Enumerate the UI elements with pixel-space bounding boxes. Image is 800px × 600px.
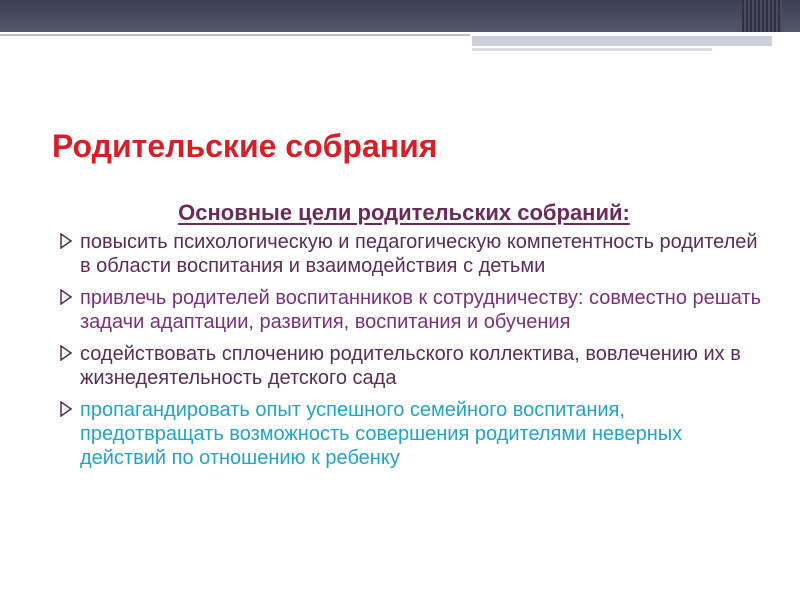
arrow-right-outline-icon <box>60 345 74 363</box>
header-stripes-decoration <box>742 0 782 32</box>
header-accent-bar-secondary <box>472 48 712 51</box>
goal-item <box>58 286 768 334</box>
slide-subtitle: Основные цели родительских собраний: <box>178 200 630 225</box>
header-band <box>0 0 800 32</box>
slide-title: Родительские собрания <box>52 128 438 164</box>
goal-text: привлечь родителей воспитанников к сотрудничеству: совместно решать задачи адаптации, развития, воспитания и обучения <box>80 287 762 333</box>
header-accent-bar <box>472 36 772 46</box>
goals-list <box>58 230 768 478</box>
arrow-right-outline-icon <box>60 289 74 307</box>
goal-text: пропагандировать опыт успешного семейного воспитания, предотвращать возможность совершения родителями неверных действий по отношению к ребенку <box>80 399 683 469</box>
arrow-right-outline-icon <box>60 401 74 419</box>
header-divider-line <box>0 34 470 36</box>
goal-item <box>58 398 768 470</box>
goal-item <box>58 230 768 278</box>
arrow-right-outline-icon <box>60 233 74 251</box>
goal-item <box>58 342 768 390</box>
goal-text: повысить психологическую и педагогическую компетентность родителей в области воспитания и взаимодействия с детьми <box>80 231 758 277</box>
goal-text: содействовать сплочению родительского коллектива, вовлечению их в жизнедеятельность детского сада <box>80 343 741 389</box>
